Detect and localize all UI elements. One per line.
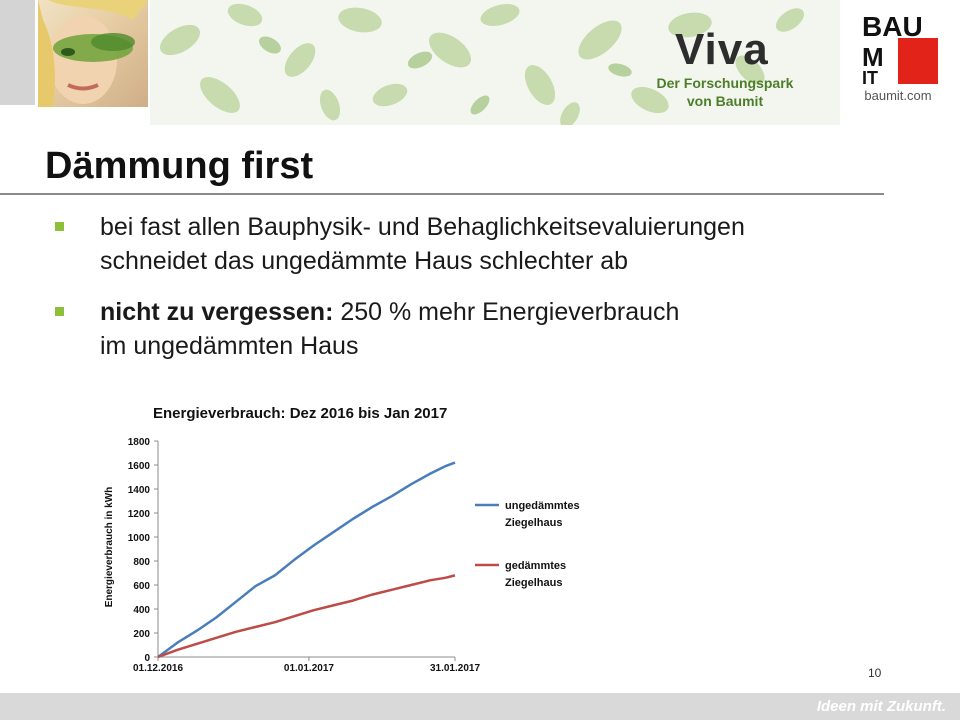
bullet-line: schneidet das ungedämmte Haus schlechter ab xyxy=(100,247,629,275)
chart-legend xyxy=(475,500,580,589)
y-tick-label: 1400 xyxy=(127,485,150,496)
header-side-bar xyxy=(0,0,35,105)
bullet-line: bei fast allen Bauphysik- und Behaglichkeitsevaluierungen xyxy=(100,213,745,241)
slide-title: Dämmung first xyxy=(45,145,314,187)
bullet-marker-icon xyxy=(55,307,64,316)
y-tick-label: 600 xyxy=(133,581,150,592)
y-tick-label: 1600 xyxy=(127,461,150,472)
y-tick-label: 1800 xyxy=(127,437,150,448)
face-with-leaves-image xyxy=(38,0,148,107)
chart-title: Energieverbrauch: Dez 2016 bis Jan 2017 xyxy=(153,405,448,422)
bullet-bold-text: nicht zu vergessen: xyxy=(100,298,334,326)
bullet-item xyxy=(48,210,868,280)
chart-svg xyxy=(95,395,615,680)
bullet-line xyxy=(100,295,880,329)
y-tick-label: 400 xyxy=(133,605,150,616)
title-divider xyxy=(0,193,884,195)
bullet-item xyxy=(48,295,868,365)
footer-slogan: Ideen mit Zukunft. xyxy=(816,698,946,715)
bullet-marker-icon xyxy=(55,222,64,231)
series-line-0 xyxy=(158,463,455,657)
slide-header xyxy=(0,0,960,125)
series-line-1 xyxy=(158,575,455,657)
energy-chart xyxy=(95,395,615,680)
chart-x-ticks xyxy=(133,657,480,674)
x-tick-label: 01.12.2016 xyxy=(132,663,184,674)
svg-text:BAU: BAU xyxy=(862,11,923,42)
chart-y-axis-label: Energieverbrauch in kWh xyxy=(104,486,115,608)
legend-label: ungedämmtes xyxy=(505,500,580,512)
chart-y-ticks xyxy=(128,437,158,664)
bullet-text xyxy=(100,210,880,278)
baumit-url: baumit.com xyxy=(864,88,932,103)
y-tick-label: 1200 xyxy=(127,509,150,520)
y-tick-label: 800 xyxy=(133,557,150,568)
bullet-line: im ungedämmten Haus xyxy=(100,332,359,360)
page-number: 10 xyxy=(868,666,882,680)
legend-label: Ziegelhaus xyxy=(505,577,563,589)
baumit-logo xyxy=(858,8,940,86)
baumit-mark xyxy=(858,8,940,86)
viva-logo-subtitle-line2: von Baumit xyxy=(686,93,764,109)
viva-logo-title: Viva xyxy=(675,25,769,74)
legend-label: Ziegelhaus xyxy=(505,517,563,529)
y-tick-label: 1000 xyxy=(127,533,150,544)
viva-logo xyxy=(650,25,800,115)
y-tick-label: 0 xyxy=(144,653,150,664)
x-tick-label: 31.01.2017 xyxy=(429,663,481,674)
svg-text:M: M xyxy=(862,42,884,72)
chart-series-lines xyxy=(158,463,455,657)
header-photo xyxy=(38,0,148,107)
legend-label: gedämmtes xyxy=(505,560,567,572)
x-tick-label: 01.01.2017 xyxy=(283,663,334,674)
svg-text:IT: IT xyxy=(862,68,878,86)
y-tick-label: 200 xyxy=(133,629,150,640)
bullet-rest-text: 250 % mehr Energieverbrauch xyxy=(333,298,680,326)
bullet-text xyxy=(100,295,880,363)
viva-logo-subtitle-line1: Der Forschungspark xyxy=(656,75,794,91)
footer-bar xyxy=(0,693,960,720)
